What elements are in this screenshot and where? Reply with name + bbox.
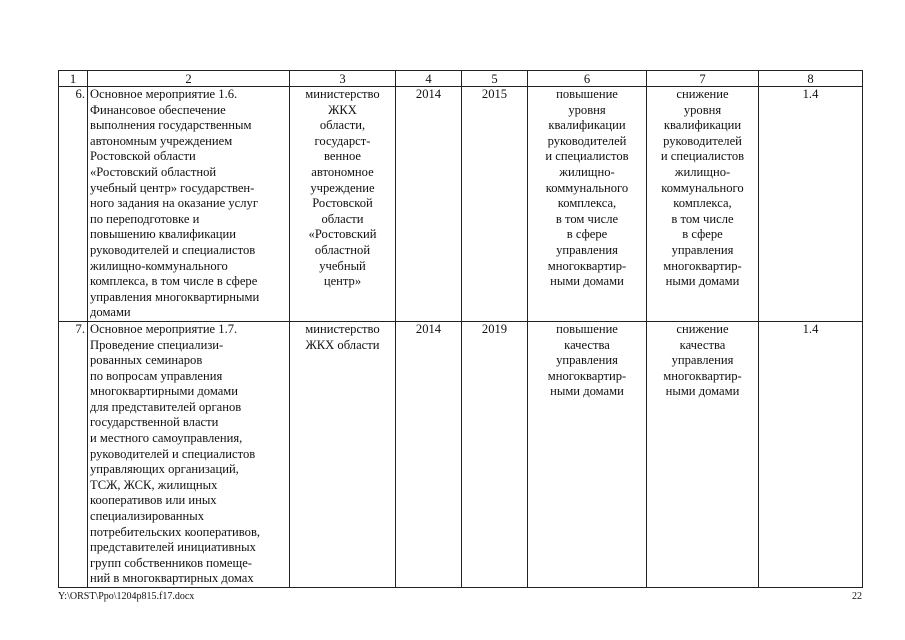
executor-cell <box>290 321 396 587</box>
cell-text-line: Ростовской <box>312 196 373 211</box>
consequence-cell <box>647 87 759 322</box>
cell-text-line: жилищно-коммунального <box>90 258 228 273</box>
activity-cell <box>88 87 290 322</box>
cell-text-line: ными домами <box>550 274 624 289</box>
page-number: 22 <box>852 591 862 602</box>
cell-text-line: повышение <box>556 87 618 101</box>
program-table <box>58 70 863 588</box>
cell-text-line: комплекса, в том числе в сфере <box>90 274 258 289</box>
expected-result-cell <box>528 321 647 587</box>
table-row <box>59 87 863 322</box>
start-year-cell: 2014 <box>396 321 462 587</box>
column-header: 1 <box>59 71 88 87</box>
cell-text-line: многоквартир- <box>547 368 627 383</box>
column-header: 4 <box>396 71 462 87</box>
cell-text-line: ными домами <box>550 384 624 399</box>
cell-text-line: ЖКХ области <box>305 337 380 352</box>
column-header: 5 <box>462 71 528 87</box>
cell-text-line: руководителей и специалистов <box>90 446 256 461</box>
cell-text-line: и местного самоуправления, <box>90 431 243 446</box>
cell-text-line: снижение <box>676 87 729 101</box>
cell-text-line: управления <box>556 242 618 257</box>
cell-text-line: Ростовской области <box>90 149 196 164</box>
cell-text-line: управления <box>671 242 734 257</box>
start-year-cell: 2014 <box>396 87 462 322</box>
cell-text-line: многоквартир- <box>547 258 627 273</box>
cell-text-line: специализированных <box>90 509 205 524</box>
cell-text-line: выполнения государственным <box>90 118 252 133</box>
cell-text-line: управления многоквартирными <box>90 289 260 304</box>
cell-text-line: коммунального <box>545 180 629 195</box>
cell-text-line: уровня <box>568 102 606 117</box>
cell-text-line: управления <box>556 353 618 368</box>
file-path: Y:\ORST\Ppo\1204p815.f17.docx <box>58 591 195 602</box>
cell-text-line: и специалистов <box>660 149 745 164</box>
activity-cell <box>88 321 290 587</box>
row-number: 6. <box>59 87 88 322</box>
cell-text-line: руководителей <box>663 133 742 148</box>
cell-text-line: рованных семинаров <box>90 353 203 368</box>
cell-text-line: ний в многоквартирных домах <box>90 571 254 586</box>
table-header-row <box>59 71 863 87</box>
cell-text-line: государст- <box>314 133 371 148</box>
cell-text-line: областной <box>314 242 371 257</box>
cell-text-line: области, <box>319 118 366 133</box>
cell-text-line: ными домами <box>665 274 740 289</box>
cell-text-line: многоквартир- <box>663 258 742 273</box>
end-year-cell: 2019 <box>462 321 528 587</box>
column-header: 8 <box>759 71 863 87</box>
cell-text-line: венное <box>324 149 361 164</box>
cell-text-line: по вопросам управления <box>90 368 223 383</box>
cell-text-line: квалификации <box>548 118 626 133</box>
cell-text-line: домами <box>90 305 131 320</box>
cell-text-line: коммунального <box>661 180 744 195</box>
cell-text-line: учреждение <box>310 180 375 195</box>
column-header: 3 <box>290 71 396 87</box>
cell-text-line: кооперативов или иных <box>90 493 217 508</box>
cell-text-line: области <box>321 211 364 226</box>
cell-text-line: в сфере <box>566 227 608 242</box>
cell-text-line: качества <box>679 337 726 352</box>
cell-text-line: потребительских кооперативов, <box>90 524 261 539</box>
cell-text-line: групп собственников помеще- <box>90 555 252 570</box>
cell-text-line: управляющих организаций, <box>90 462 239 477</box>
cell-text-line: Проведение специализи- <box>90 337 224 352</box>
cell-text-line: «Ростовский областной <box>90 164 217 179</box>
cell-text-line: руководителей и специалистов <box>90 242 256 257</box>
cell-text-line: ТСЖ, ЖСК, жилищных <box>90 477 218 492</box>
row-number: 7. <box>59 321 88 587</box>
cell-text-line: для представителей органов <box>90 399 242 414</box>
cell-text-line: учебный центр» государствен- <box>90 180 255 195</box>
cell-text-line: Основное мероприятие 1.6. <box>90 87 238 101</box>
table-row <box>59 321 863 587</box>
cell-text-line: повышению квалификации <box>90 227 237 242</box>
cell-text-line: автономным учреждением <box>90 133 233 148</box>
end-year-cell: 2015 <box>462 87 528 322</box>
cell-text-line: по переподготовке и <box>90 211 200 226</box>
cell-text-line: комплекса, <box>557 196 617 211</box>
indicator-cell: 1.4 <box>759 321 863 587</box>
cell-text-line: жилищно- <box>559 164 615 179</box>
cell-text-line: ЖКХ <box>328 102 357 117</box>
cell-text-line: в сфере <box>682 227 723 242</box>
cell-text-line: комплекса, <box>673 196 732 211</box>
cell-text-line: многоквартир- <box>663 368 742 383</box>
cell-text-line: управления <box>671 353 734 368</box>
cell-text-line: снижение <box>676 321 729 336</box>
cell-text-line: центр» <box>323 274 362 289</box>
cell-text-line: Основное мероприятие 1.7. <box>90 321 238 336</box>
expected-result-cell <box>528 87 647 322</box>
cell-text-line: «Ростовский <box>308 227 377 242</box>
cell-text-line: уровня <box>683 102 722 117</box>
cell-text-line: повышение <box>556 321 618 336</box>
cell-text-line: и специалистов <box>545 149 629 164</box>
cell-text-line: жилищно- <box>674 164 731 179</box>
cell-text-line: квалификации <box>663 118 742 133</box>
cell-text-line: автономное <box>311 164 374 179</box>
cell-text-line: представителей инициативных <box>90 540 256 555</box>
cell-text-line: министерство <box>305 87 380 101</box>
column-header: 7 <box>647 71 759 87</box>
executor-cell <box>290 87 396 322</box>
cell-text-line: в том числе <box>555 211 619 226</box>
cell-text-line: качества <box>564 337 610 352</box>
cell-text-line: в том числе <box>671 211 734 226</box>
cell-text-line: министерство <box>305 321 380 336</box>
cell-text-line: многоквартирными домами <box>90 384 239 399</box>
cell-text-line: ного задания на оказание услуг <box>90 196 259 211</box>
cell-text-line: руководителей <box>547 133 627 148</box>
cell-text-line: ными домами <box>665 384 740 399</box>
column-header: 2 <box>88 71 290 87</box>
indicator-cell: 1.4 <box>759 87 863 322</box>
cell-text-line: государственной власти <box>90 415 219 430</box>
document-page <box>58 70 862 588</box>
cell-text-line: учебный <box>319 258 366 273</box>
consequence-cell <box>647 321 759 587</box>
column-header: 6 <box>528 71 647 87</box>
cell-text-line: Финансовое обеспечение <box>90 102 226 117</box>
